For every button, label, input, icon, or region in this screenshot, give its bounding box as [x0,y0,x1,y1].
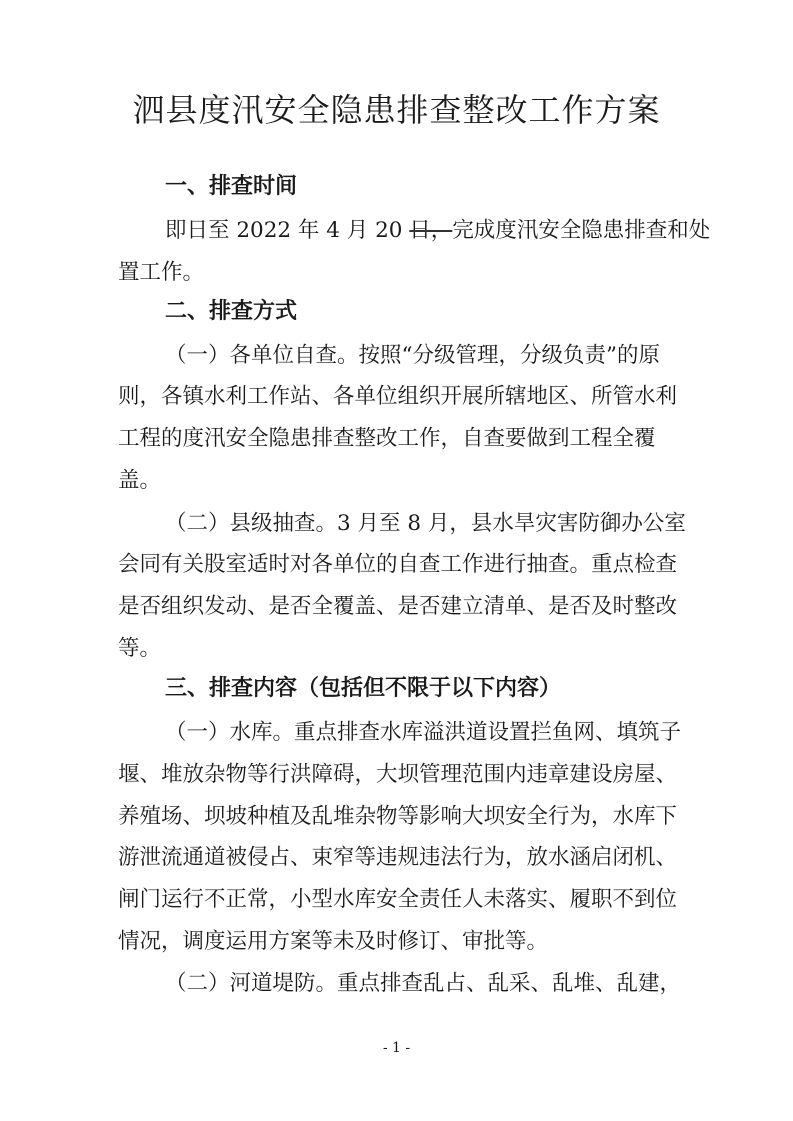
paragraph-line: 养殖场、坝坡种植及乱堆杂物等影响大坝安全行为，水库下 [118,804,678,829]
paragraph-line [165,216,710,246]
page-number: - 1 - [382,1040,411,1056]
paragraph-line: （一）水库。重点排查水库溢洪道设置拦鱼网、填筑子 [165,720,682,745]
paragraph-line: 盖。 [118,468,162,493]
section-heading-content: 三、排查内容（包括但不限于以下内容） [165,676,562,701]
paragraph-line: （一）各单位自查。按照“分级管理，分级负责”的原 [165,343,660,368]
paragraph-line: 则，各镇水利工作站、各单位组织开展所辖地区、所管水利 [118,384,678,409]
paragraph-line: 等。 [118,636,162,661]
paragraph-line: 置工作。 [118,260,205,285]
paragraph-line: 堰、堆放杂物等行洪障碍，大坝管理范围内违章建设房屋、 [118,762,678,787]
paragraph-line: 闸门运行不正常，小型水库安全责任人未落实、履职不到位 [118,887,678,912]
paragraph-line: 工程的度汛安全隐患排查整改工作，自查要做到工程全覆 [118,426,656,451]
paragraph-line: 是否组织发动、是否全覆盖、是否建立清单、是否及时整改 [118,594,678,619]
section-heading-time: 一、排查时间 [165,174,298,199]
document-title: 泗县度汛安全隐患排查整改工作方案 [132,91,661,129]
text-segment: 即日至 2022 年 4 月 20 [165,218,410,243]
paragraph-line: 会同有关股室适时对各单位的自查工作进行抽查。重点检查 [118,552,678,577]
struck-text: 日， [409,218,453,243]
text-segment: 完成度汛安全隐患排查和处 [452,218,711,243]
paragraph-line: 情况，调度运用方案等未及时修订、审批等。 [118,929,549,954]
paragraph-line: 游泄流通道被侵占、束窄等违规违法行为，放水涵启闭机、 [118,845,678,870]
section-heading-method: 二、排查方式 [165,299,298,324]
paragraph-line: （二）县级抽查。3 月至 8 月，县水旱灾害防御办公室 [165,511,686,536]
paragraph-line: （二）河道堤防。重点排查乱占、乱采、乱堆、乱建， [165,971,682,996]
